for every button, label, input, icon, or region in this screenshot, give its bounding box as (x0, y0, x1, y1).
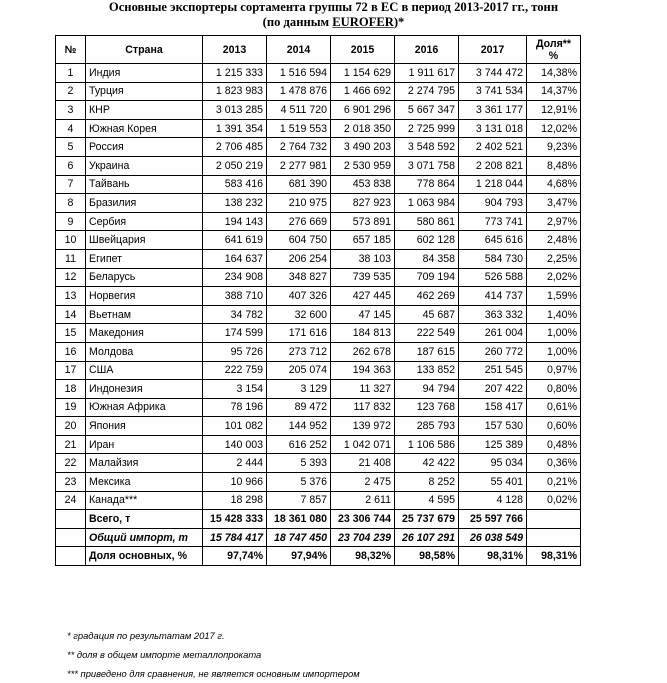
imports-empty-cell (56, 528, 86, 547)
row-number: 24 (56, 491, 86, 510)
table-row (56, 175, 581, 194)
row-number: 2 (56, 82, 86, 101)
value-2015: 117 832 (331, 398, 395, 417)
share-value: 1,40% (527, 305, 581, 324)
value-2013: 138 232 (203, 194, 267, 213)
header-2016: 2016 (395, 36, 459, 64)
value-2016: 187 615 (395, 342, 459, 361)
value-2014: 1 516 594 (267, 64, 331, 83)
value-2015: 47 145 (331, 305, 395, 324)
value-2013: 1 823 983 (203, 82, 267, 101)
header-number: № (56, 36, 86, 64)
value-2017: 3 361 177 (459, 101, 527, 120)
value-2017: 125 389 (459, 435, 527, 454)
value-2017: 1 218 044 (459, 175, 527, 194)
document-title (0, 0, 667, 30)
country-name: Македония (86, 324, 203, 343)
value-2015: 2 475 (331, 473, 395, 492)
table-row (56, 64, 581, 83)
share-value: 0,97% (527, 361, 581, 380)
value-2017: 158 417 (459, 398, 527, 417)
value-2016: 285 793 (395, 417, 459, 436)
country-name: Россия (86, 138, 203, 157)
share-value: 2,97% (527, 212, 581, 231)
share-value: 1,00% (527, 324, 581, 343)
value-2016: 2 725 999 (395, 119, 459, 138)
value-2013: 164 637 (203, 249, 267, 268)
country-name: Беларусь (86, 268, 203, 287)
value-2013: 388 710 (203, 287, 267, 306)
table-row (56, 361, 581, 380)
country-name: Япония (86, 417, 203, 436)
value-2015: 1 042 071 (331, 435, 395, 454)
value-2014: 171 616 (267, 324, 331, 343)
value-2017: 526 588 (459, 268, 527, 287)
country-name: Сербия (86, 212, 203, 231)
value-2015: 194 363 (331, 361, 395, 380)
footnote-2: ** доля в общем импорте металлопроката (67, 649, 262, 660)
share-value: 0,60% (527, 417, 581, 436)
totals-2016: 25 737 679 (395, 510, 459, 529)
title-line-1: Основные экспортеры сортамента группы 72 в ЕС в период 2013-2017 гг., тонн (108, 0, 559, 14)
title-suffix: )* (393, 15, 405, 29)
country-name: КНР (86, 101, 203, 120)
table-row (56, 119, 581, 138)
value-2014: 89 472 (267, 398, 331, 417)
row-number: 17 (56, 361, 86, 380)
value-2017: 260 772 (459, 342, 527, 361)
value-2016: 5 667 347 (395, 101, 459, 120)
row-number: 10 (56, 231, 86, 250)
table-row (56, 138, 581, 157)
value-2013: 583 416 (203, 175, 267, 194)
country-name: Мексика (86, 473, 203, 492)
value-2014: 144 952 (267, 417, 331, 436)
table-row (56, 101, 581, 120)
value-2014: 5 393 (267, 454, 331, 473)
table-row (56, 268, 581, 287)
row-number: 18 (56, 380, 86, 399)
value-2013: 78 196 (203, 398, 267, 417)
value-2014: 4 511 720 (267, 101, 331, 120)
row-number: 4 (56, 119, 86, 138)
value-2016: 8 252 (395, 473, 459, 492)
value-2015: 739 535 (331, 268, 395, 287)
value-2013: 34 782 (203, 305, 267, 324)
imports-2013: 15 784 417 (203, 528, 267, 547)
share-value: 0,21% (527, 473, 581, 492)
value-2016: 42 422 (395, 454, 459, 473)
value-2016: 45 687 (395, 305, 459, 324)
value-2013: 234 908 (203, 268, 267, 287)
share-value: 2,48% (527, 231, 581, 250)
value-2017: 645 616 (459, 231, 527, 250)
imports-2016: 26 107 291 (395, 528, 459, 547)
value-2017: 414 737 (459, 287, 527, 306)
country-name: Вьетнам (86, 305, 203, 324)
header-2013: 2013 (203, 36, 267, 64)
table-row (56, 435, 581, 454)
country-name: Канада*** (86, 491, 203, 510)
country-name: Индия (86, 64, 203, 83)
row-number: 3 (56, 101, 86, 120)
country-name: Тайвань (86, 175, 203, 194)
value-2017: 363 332 (459, 305, 527, 324)
value-2013: 3 154 (203, 380, 267, 399)
table-row (56, 491, 581, 510)
table-row (56, 82, 581, 101)
value-2014: 205 074 (267, 361, 331, 380)
value-2017: 55 401 (459, 473, 527, 492)
row-number: 9 (56, 212, 86, 231)
table-row (56, 324, 581, 343)
value-2015: 2 611 (331, 491, 395, 510)
share-value: 12,02% (527, 119, 581, 138)
value-2013: 10 966 (203, 473, 267, 492)
header-row (56, 36, 581, 64)
value-2016: 94 794 (395, 380, 459, 399)
value-2017: 3 741 534 (459, 82, 527, 101)
country-name: Украина (86, 156, 203, 175)
table-row (56, 473, 581, 492)
value-2013: 101 082 (203, 417, 267, 436)
share-value: 3,47% (527, 194, 581, 213)
country-name: Южная Корея (86, 119, 203, 138)
share-2013: 97,74% (203, 547, 267, 566)
value-2014: 7 857 (267, 491, 331, 510)
value-2015: 38 103 (331, 249, 395, 268)
value-2014: 206 254 (267, 249, 331, 268)
value-2013: 3 013 285 (203, 101, 267, 120)
row-number: 13 (56, 287, 86, 306)
table-row (56, 212, 581, 231)
value-2014: 1 478 876 (267, 82, 331, 101)
value-2017: 95 034 (459, 454, 527, 473)
table-row (56, 398, 581, 417)
row-number: 20 (56, 417, 86, 436)
value-2013: 194 143 (203, 212, 267, 231)
share-row (56, 547, 581, 566)
value-2013: 1 391 354 (203, 119, 267, 138)
share-value: 14,38% (527, 64, 581, 83)
value-2013: 18 298 (203, 491, 267, 510)
value-2016: 4 595 (395, 491, 459, 510)
table-row (56, 194, 581, 213)
imports-2014: 18 747 450 (267, 528, 331, 547)
value-2016: 84 358 (395, 249, 459, 268)
value-2014: 273 712 (267, 342, 331, 361)
value-2014: 407 326 (267, 287, 331, 306)
totals-2014: 18 361 080 (267, 510, 331, 529)
country-name: Турция (86, 82, 203, 101)
footnotes (67, 626, 360, 683)
share-value: 0,02% (527, 491, 581, 510)
row-number: 23 (56, 473, 86, 492)
value-2016: 123 768 (395, 398, 459, 417)
country-name: Малайзия (86, 454, 203, 473)
value-2013: 2 706 485 (203, 138, 267, 157)
share-value: 9,23% (527, 138, 581, 157)
imports-row (56, 528, 581, 547)
row-number: 15 (56, 324, 86, 343)
value-2014: 3 129 (267, 380, 331, 399)
value-2015: 427 445 (331, 287, 395, 306)
value-2014: 2 764 732 (267, 138, 331, 157)
value-2013: 1 215 333 (203, 64, 267, 83)
row-number: 7 (56, 175, 86, 194)
value-2014: 604 750 (267, 231, 331, 250)
value-2013: 2 050 219 (203, 156, 267, 175)
footnote-1: * градация по результатам 2017 г. (67, 630, 225, 641)
value-2013: 2 444 (203, 454, 267, 473)
value-2016: 709 194 (395, 268, 459, 287)
row-number: 6 (56, 156, 86, 175)
table-row (56, 380, 581, 399)
value-2015: 2 018 350 (331, 119, 395, 138)
value-2014: 348 827 (267, 268, 331, 287)
table-row (56, 156, 581, 175)
value-2017: 3 131 018 (459, 119, 527, 138)
row-number: 19 (56, 398, 86, 417)
header-2015: 2015 (331, 36, 395, 64)
totals-2017: 25 597 766 (459, 510, 527, 529)
value-2013: 95 726 (203, 342, 267, 361)
totals-2013: 15 428 333 (203, 510, 267, 529)
country-name: Иран (86, 435, 203, 454)
value-2017: 773 741 (459, 212, 527, 231)
value-2016: 778 864 (395, 175, 459, 194)
country-name: Египет (86, 249, 203, 268)
share-empty-cell (56, 547, 86, 566)
row-number: 11 (56, 249, 86, 268)
table-body (56, 64, 581, 510)
row-number: 5 (56, 138, 86, 157)
table-row (56, 287, 581, 306)
value-2017: 2 402 521 (459, 138, 527, 157)
row-number: 1 (56, 64, 86, 83)
value-2017: 584 730 (459, 249, 527, 268)
table-row (56, 231, 581, 250)
country-name: Южная Африка (86, 398, 203, 417)
row-number: 16 (56, 342, 86, 361)
footnote-3: *** приведено для сравнения, не является основным импортером (67, 668, 360, 679)
imports-share-empty (527, 528, 581, 547)
header-2017: 2017 (459, 36, 527, 64)
value-2016: 1 106 586 (395, 435, 459, 454)
share-value: 2,25% (527, 249, 581, 268)
value-2016: 462 269 (395, 287, 459, 306)
row-number: 22 (56, 454, 86, 473)
value-2015: 21 408 (331, 454, 395, 473)
value-2015: 262 678 (331, 342, 395, 361)
share-value: 0,36% (527, 454, 581, 473)
row-number: 21 (56, 435, 86, 454)
share-value: 14,37% (527, 82, 581, 101)
value-2016: 3 548 592 (395, 138, 459, 157)
value-2016: 1 063 984 (395, 194, 459, 213)
totals-row (56, 510, 581, 529)
value-2015: 1 466 692 (331, 82, 395, 101)
value-2015: 6 901 296 (331, 101, 395, 120)
imports-2017: 26 038 549 (459, 528, 527, 547)
header-2014: 2014 (267, 36, 331, 64)
value-2016: 580 861 (395, 212, 459, 231)
totals-empty-cell (56, 510, 86, 529)
value-2016: 1 911 617 (395, 64, 459, 83)
value-2013: 222 759 (203, 361, 267, 380)
value-2014: 276 669 (267, 212, 331, 231)
value-2014: 2 277 981 (267, 156, 331, 175)
value-2017: 157 530 (459, 417, 527, 436)
value-2014: 32 600 (267, 305, 331, 324)
share-value: 2,02% (527, 268, 581, 287)
totals-share-empty (527, 510, 581, 529)
table-row (56, 249, 581, 268)
value-2015: 2 530 959 (331, 156, 395, 175)
imports-label: Общий импорт, т (86, 528, 203, 547)
value-2015: 1 154 629 (331, 64, 395, 83)
value-2014: 616 252 (267, 435, 331, 454)
country-name: Индонезия (86, 380, 203, 399)
country-name: США (86, 361, 203, 380)
title-prefix: (по данным (262, 15, 333, 29)
value-2017: 251 545 (459, 361, 527, 380)
exporters-table (55, 35, 581, 566)
value-2016: 222 549 (395, 324, 459, 343)
row-number: 12 (56, 268, 86, 287)
share-2017: 98,31% (459, 547, 527, 566)
value-2015: 827 923 (331, 194, 395, 213)
country-name: Молдова (86, 342, 203, 361)
share-2016: 98,58% (395, 547, 459, 566)
value-2016: 3 071 758 (395, 156, 459, 175)
value-2017: 207 422 (459, 380, 527, 399)
share-value: 8,48% (527, 156, 581, 175)
header-share: Доля** % (527, 36, 581, 64)
value-2013: 641 619 (203, 231, 267, 250)
value-2015: 11 327 (331, 380, 395, 399)
value-2013: 140 003 (203, 435, 267, 454)
value-2013: 174 599 (203, 324, 267, 343)
table-row (56, 342, 581, 361)
share-value: 0,48% (527, 435, 581, 454)
value-2015: 573 891 (331, 212, 395, 231)
value-2016: 602 128 (395, 231, 459, 250)
title-line-2 (0, 15, 667, 30)
value-2017: 261 004 (459, 324, 527, 343)
value-2016: 2 274 795 (395, 82, 459, 101)
share-overall: 98,31% (527, 547, 581, 566)
row-number: 8 (56, 194, 86, 213)
value-2017: 2 208 821 (459, 156, 527, 175)
value-2017: 904 793 (459, 194, 527, 213)
value-2014: 5 376 (267, 473, 331, 492)
value-2017: 3 744 472 (459, 64, 527, 83)
share-2014: 97,94% (267, 547, 331, 566)
title-source: EUROFER (332, 15, 394, 29)
country-name: Норвегия (86, 287, 203, 306)
share-value: 0,61% (527, 398, 581, 417)
share-value: 0,80% (527, 380, 581, 399)
share-value: 1,00% (527, 342, 581, 361)
table-row (56, 305, 581, 324)
header-country: Страна (86, 36, 203, 64)
country-name: Бразилия (86, 194, 203, 213)
totals-2015: 23 306 744 (331, 510, 395, 529)
table-row (56, 417, 581, 436)
share-value: 1,59% (527, 287, 581, 306)
value-2014: 1 519 553 (267, 119, 331, 138)
value-2015: 3 490 203 (331, 138, 395, 157)
value-2015: 184 813 (331, 324, 395, 343)
table-row (56, 454, 581, 473)
totals-label: Всего, т (86, 510, 203, 529)
value-2017: 4 128 (459, 491, 527, 510)
value-2015: 453 838 (331, 175, 395, 194)
share-value: 4,68% (527, 175, 581, 194)
share-value: 12,91% (527, 101, 581, 120)
share-2015: 98,32% (331, 547, 395, 566)
value-2014: 210 975 (267, 194, 331, 213)
value-2016: 133 852 (395, 361, 459, 380)
share-label: Доля основных, % (86, 547, 203, 566)
value-2015: 657 185 (331, 231, 395, 250)
value-2015: 139 972 (331, 417, 395, 436)
row-number: 14 (56, 305, 86, 324)
imports-2015: 23 704 239 (331, 528, 395, 547)
country-name: Швейцария (86, 231, 203, 250)
value-2014: 681 390 (267, 175, 331, 194)
